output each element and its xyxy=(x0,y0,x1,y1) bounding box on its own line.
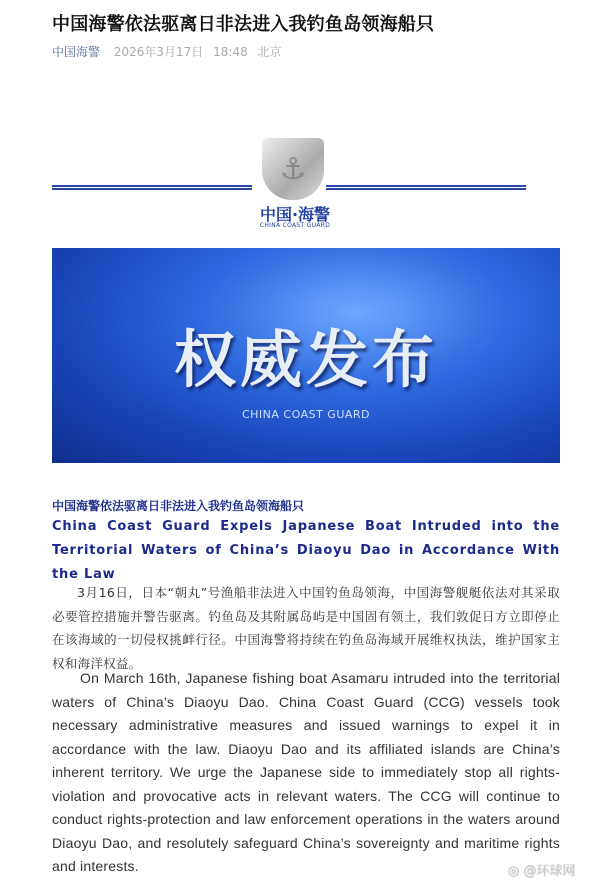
banner-title: 权威发布 xyxy=(173,323,438,396)
anchor-shield-icon: ⚓ xyxy=(262,138,324,200)
logo-cn: 中国·海警 xyxy=(259,205,331,224)
paragraph-en: On March 16th, Japanese fishing boat Asamaru intruded into the territorial waters of China’s Diaoyu Dao. China Coast Guard (CCG) vessels took necessary administrative measures and issued warnings to expel it in accordance with the law. Diaoyu Dao and its affiliated islands are China’s inherent territory. We urge the Japanese side to immediately stop all rights-violation and provocative acts in relevant waters. The CCG will continue to conduct rights-protection and law enforcement operations in the waters around Diaoyu Dao, and resolutely safeguard China’s sovereignty and maritime rights and interests. xyxy=(52,670,560,874)
watermark xyxy=(508,860,576,879)
logo-divider-right xyxy=(326,185,526,190)
publish-time: 18:48 xyxy=(213,45,248,59)
article-meta xyxy=(52,43,288,60)
weibo-icon: ◎ xyxy=(508,864,520,879)
banner-subtitle: CHINA COAST GUARD xyxy=(241,408,371,421)
heading-en: China Coast Guard Expels Japanese Boat Intruded into the Territorial Waters of China’s Diaoyu Dao in Accordance With the Law xyxy=(52,519,560,582)
paragraph-cn: 3月16日，日本“朝丸”号渔船非法进入中国钓鱼岛领海，中国海警舰艇依法对其采取必要管控措施并警告驱离。钓鱼岛及其附属岛屿是中国固有领土，我们敦促日方立即停止在该海域的一切侵权挑衅行径。中国海警将持续在钓鱼岛海域开展维权执法，维护国家主权和海洋权益。 xyxy=(52,585,560,671)
banner-image xyxy=(52,248,560,463)
logo-divider-left xyxy=(52,185,252,190)
heading-cn: 中国海警依法驱离日非法进入我钓鱼岛领海船只 xyxy=(52,499,305,513)
watermark-text: @环球网 xyxy=(523,864,576,879)
logo-en: CHINA COAST GUARD xyxy=(259,222,331,229)
publish-date: 2026年3月17日 xyxy=(113,45,204,59)
article-title: 中国海警依法驱离日非法进入我钓鱼岛领海船只 xyxy=(52,14,435,35)
source-link[interactable]: 中国海警 xyxy=(52,45,101,59)
location: 北京 xyxy=(257,45,282,59)
